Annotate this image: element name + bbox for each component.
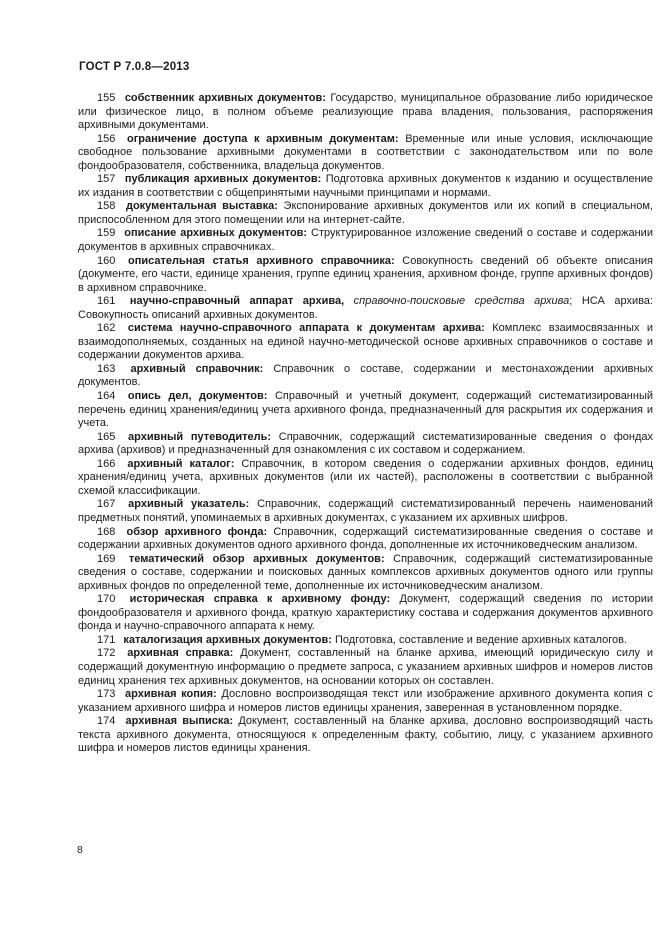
term-entry-163 [78,363,653,390]
term-definition: Справочник о составе, содержании и местонахождении архивных документов. [78,362,653,389]
term-title: ограничение доступа к архивным документам: [126,132,399,145]
term-definition: Совокупность сведений об объекте описания (документе, его части, единице хранения, группе единиц хранения, архивном фонде, группе архивных фондов) в архивном справочнике. [78,254,653,294]
term-title: документальная выставка: [125,200,278,213]
term-definition: ; НСА архива: Совокупность описаний архивных документов. [78,295,653,321]
term-entry-172 [78,647,653,688]
term-title: система научно-справочного аппарата к документам архива: [127,322,485,335]
term-title: архивная выписка: [125,715,234,728]
term-definition: Структурированное изложение сведений о составе и содержании документов в архивных справочниках. [78,227,653,254]
page-number: 8 [77,844,83,856]
term-entry-173 [78,688,653,715]
term-title: каталогизация архивных документов: [123,633,332,646]
term-definition: Подготовка архивных документов к изданию и осуществление их издания в соответствии с общепринятыми научными принципами и нормами. [78,173,653,199]
term-number: 170 [97,593,116,606]
term-number: 158 [97,200,116,213]
term-number: 168 [97,525,116,538]
term-entry-167 [78,498,653,525]
term-title: собственник архивных документов: [124,92,326,104]
term-number: 166 [97,457,116,470]
term-entry-168 [78,526,653,553]
term-number: 164 [97,390,116,403]
term-entry-174 [78,715,653,756]
term-definition: Государство, муниципальное образование либо юридическое или физическое лицо, в полном объеме реализующие права владения, пользования, распоряжения архивными документами. [78,92,653,132]
term-definition: Дословно воспроизводящая текст или изображение архивного документа копия с указанием архивного шифра и номеров листов единицы хранения, заверенная в установленном порядке. [78,688,653,714]
term-number: 172 [97,647,116,660]
term-title: публикация архивных документов: [124,173,322,186]
term-entry-162 [78,322,653,363]
term-number: 155 [97,92,116,104]
terms-list [78,92,653,756]
term-definition: Справочник, содержащий систематизированные сведения о составе и содержании архивных документов одного архивного фонда, дополненные их источниковедческим анализом. [78,525,653,552]
term-number: 160 [97,254,116,267]
term-entry-159 [78,227,653,254]
term-number: 163 [97,362,116,375]
term-title: научно-справочный аппарат архива, [129,295,345,308]
term-number: 165 [97,430,116,443]
term-definition: Документ, составленный на бланке архива, имеющий юридическую силу и содержащий документную информацию о предмете запроса, с указанием архивных шифров и номеров листов единиц хранения тех архивных документов, на основании которых он составлен. [78,647,654,687]
term-entry-156 [78,133,653,174]
term-title: опись дел, документов: [127,390,268,403]
term-title: архивная копия: [125,688,217,701]
term-entry-158 [78,200,653,227]
term-title: тематический обзор архивных документов: [128,552,385,565]
term-entry-160 [78,255,653,296]
term-number: 156 [97,132,116,145]
term-entry-171 [78,634,653,648]
term-title: архивный каталог: [127,457,235,470]
document-header: ГОСТ Р 7.0.8—2013 [79,61,190,73]
term-title: архивный указатель: [128,498,250,511]
term-number: 169 [97,552,116,565]
term-title: архивный путеводитель: [128,430,272,443]
term-definition: Документ, составленный на бланке архива, дословно воспроизводящий часть текста архивного документа, относящуюся к определенным факту, событию, лицу, с указанием архивного шифра и номеров листов единицы хранения. [78,715,653,755]
term-number: 171 [97,633,116,646]
term-title: архивная справка: [127,647,234,660]
term-entry-169 [78,553,653,594]
term-title: историческая справка к архивному фонду: [129,593,391,606]
term-definition: Справочник, в котором сведения о содержании архивных фондов, единиц хранения/единиц учета, архивных документов (или их частей), расположены в соответствии с выбранной схемой классификации. [78,457,654,497]
term-definition: Экспонирование архивных документов или их копий в специальном, приспособленном для этого помещении или на интернет-сайте. [78,200,653,226]
term-number: 167 [97,498,116,511]
term-number: 161 [97,295,116,308]
term-entry-161 [78,295,653,322]
term-title: описание архивных документов: [124,227,308,240]
term-definition: Справочник, содержащий систематизированный перечень наименований предметных понятий, упоминаемых в архивных документах, с указанием их архивных шифров. [78,498,653,524]
term-definition: Комплекс взаимосвязанных и взаимодополняемых, созданных на единой научно-методической основе архивных справочников о составе и содержании документов архива. [78,322,653,362]
term-title: обзор архивного фонда: [126,525,268,538]
term-entry-157 [78,173,653,200]
term-synonym: справочно-поисковые средства архива [353,295,570,308]
term-entry-165 [78,431,653,458]
term-definition: Справочник, содержащий систематизированные сведения о фондах архива (архивов) и предназначенный для ознакомления с их составом и содержанием. [78,430,653,457]
term-title: описательная статья архивного справочника: [128,254,395,267]
term-entry-170 [78,593,653,634]
term-number: 157 [97,173,116,186]
term-number: 173 [97,688,116,701]
term-definition: Временные или иные условия, исключающие свободное пользование архивными документами в соответствии с законодательством или по воле фондообразователя, собственника, владельца документов. [78,132,653,172]
term-number: 159 [97,227,116,240]
term-title: архивный справочник: [130,362,264,375]
term-definition: Справочник, содержащий систематизированные сведения о составе, содержании и поисковых данных комплексов архивных документов одного или группы архивных фондов по определенной теме, дополненные их источниковедческим анализом. [78,552,653,592]
term-entry-166 [78,458,653,499]
term-number: 174 [97,715,116,728]
term-entry-164 [78,390,653,431]
term-number: 162 [97,322,116,335]
term-entry-155 [78,92,653,133]
term-definition: Документ, содержащий сведения по истории фондообразователя и архивного фонда, краткую характеристику состава и содержания документов архивного фонда и научно-справочного аппарата к нему. [78,593,653,633]
term-definition: Подготовка, составление и ведение архивных каталогов. [334,633,628,646]
term-definition: Справочный и учетный документ, содержащий систематизированный перечень единиц хранения/единиц учета архивного фонда, предназначенный для раскрытия их содержания и учета. [78,390,654,430]
